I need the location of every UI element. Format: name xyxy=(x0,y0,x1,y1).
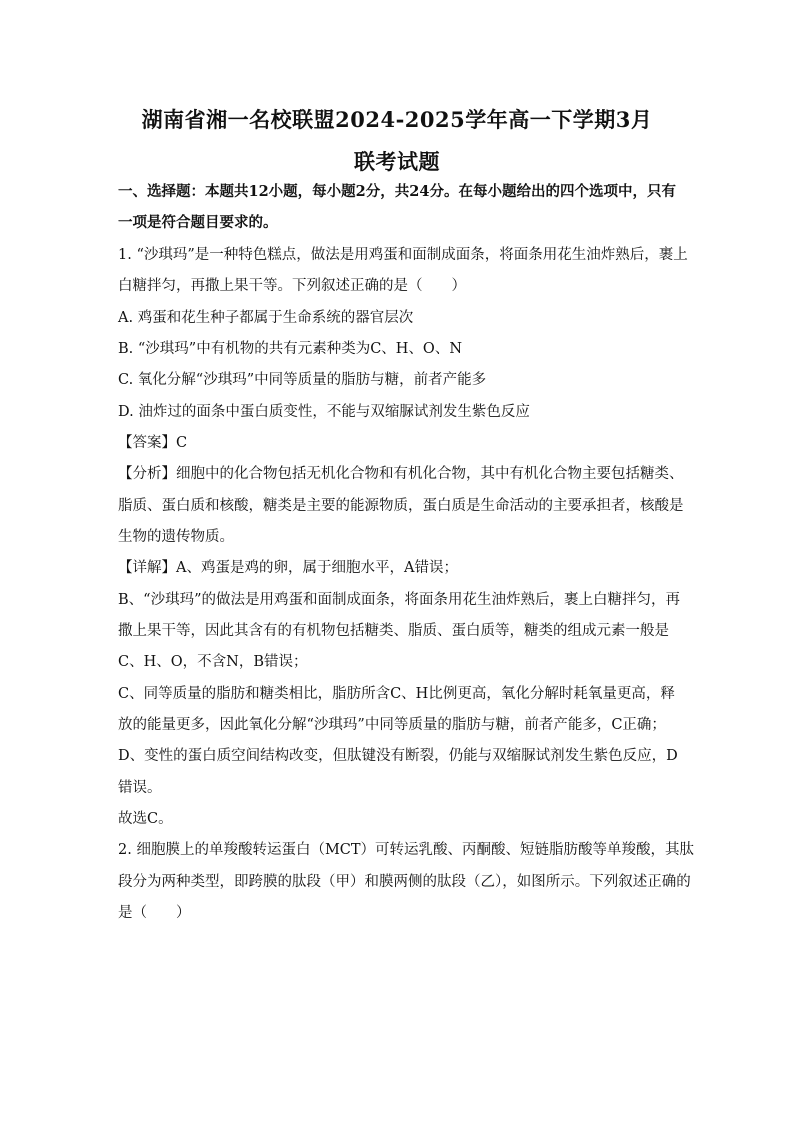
question-stem-line: 2. 细胞膜上的单羧酸转运蛋白（MCT）可转运乳酸、丙酮酸、短链脂肪酸等单羧酸，其肽 xyxy=(118,842,695,858)
detail-line: C、同等质量的脂肪和糖类相比，脂肪所含C、H比例更高，氧化分解时耗氧量更高，释 xyxy=(118,686,675,702)
question-stem-line: 白糖拌匀，再撒上果干等。下列叙述正确的是（ ） xyxy=(118,278,466,294)
section-heading-line: 一、选择题：本题共12小题，每小题2分，共24分。在每小题给出的四个选项中，只有 xyxy=(118,183,676,200)
analysis-line: 生物的遗传物质。 xyxy=(118,529,234,545)
section-heading-line: 一项是符合题目要求的。 xyxy=(118,214,278,231)
question-stem-line: 段分为两种类型，即跨膜的肽段（甲）和膜两侧的肽段（乙），如图所示。下列叙述正确的 xyxy=(118,874,691,890)
detail-line: D、变性的蛋白质空间结构改变，但肽键没有断裂，仍能与双缩脲试剂发生紫色反应，D xyxy=(118,748,678,764)
analysis-line: 【分析】细胞中的化合物包括无机化合物和有机化合物，其中有机化合物主要包括糖类、 xyxy=(118,466,684,482)
option-a: A. 鸡蛋和花生种子都属于生命系统的器官层次 xyxy=(118,310,414,326)
answer-line: 【答案】C xyxy=(118,435,188,451)
document-title: 湖南省湘一名校联盟2024-2025学年高一下学期3月 xyxy=(141,107,653,132)
question-stem-line: 是（ ） xyxy=(118,905,191,921)
detail-line: 撒上果干等，因此其含有的有机物包括糖类、脂质、蛋白质等，糖类的组成元素一般是 xyxy=(118,623,669,639)
question-stem-line: 1. “沙琪玛”是一种特色糕点，做法是用鸡蛋和面制成面条，将面条用花生油炸熟后，裹上 xyxy=(118,247,688,263)
detail-line: 【详解】A、鸡蛋是鸡的卵，属于细胞水平，A错误； xyxy=(118,560,458,576)
analysis-line: 脂质、蛋白质和核酸，糖类是主要的能源物质，蛋白质是生命活动的主要承担者，核酸是 xyxy=(118,498,684,514)
option-c: C. 氧化分解“沙琪玛”中同等质量的脂肪与糖，前者产能多 xyxy=(118,372,487,388)
document-subtitle: 联考试题 xyxy=(354,149,440,174)
detail-line: 放的能量更多，因此氧化分解“沙琪玛”中同等质量的脂肪与糖，前者产能多，C正确； xyxy=(118,717,666,733)
detail-line: B、“沙琪玛”的做法是用鸡蛋和面制成面条，将面条用花生油炸熟后，裹上白糖拌匀，再 xyxy=(118,592,680,608)
detail-line: 故选C。 xyxy=(118,811,173,827)
option-b: B. “沙琪玛”中有机物的共有元素种类为C、H、O、N xyxy=(118,341,463,357)
option-d: D. 油炸过的面条中蛋白质变性，不能与双缩脲试剂发生紫色反应 xyxy=(118,404,530,420)
detail-line: C、H、O，不含N，B错误； xyxy=(118,654,308,670)
detail-line: 错误。 xyxy=(118,780,162,796)
